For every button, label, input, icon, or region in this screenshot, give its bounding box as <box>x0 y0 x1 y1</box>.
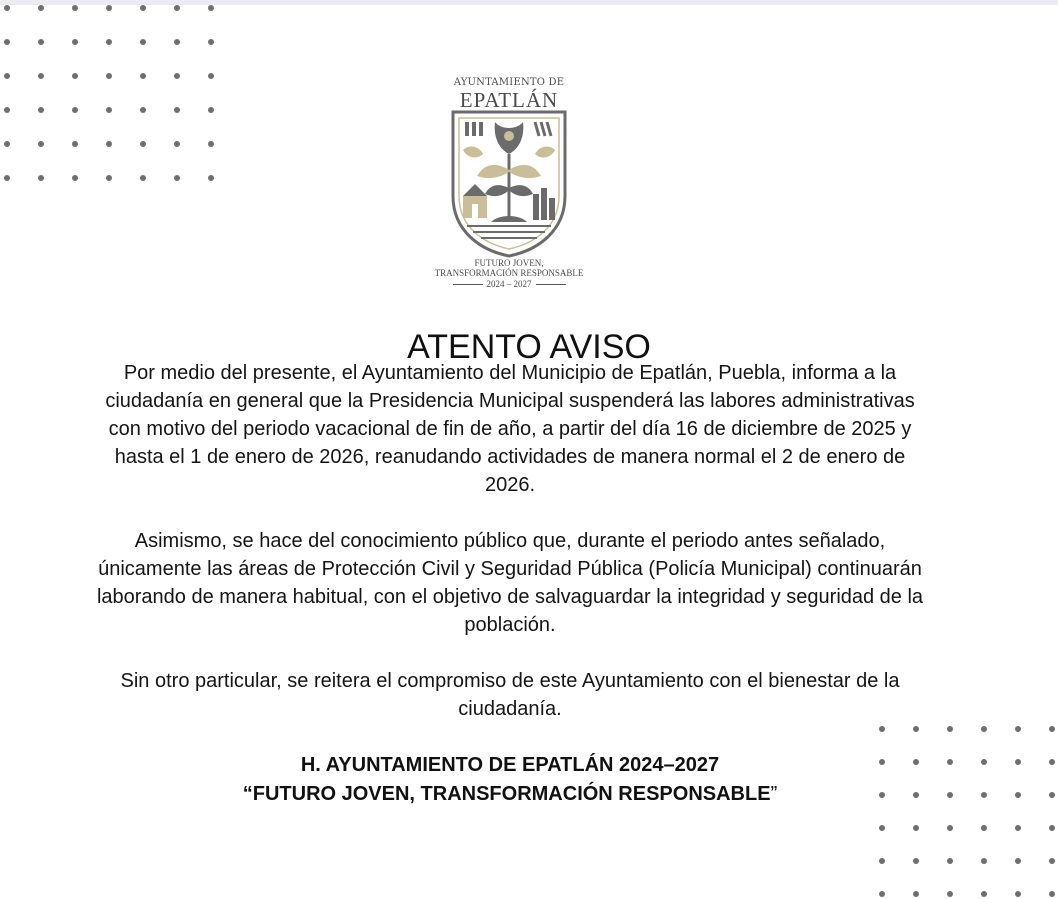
notice-paragraph-2: Asimismo, se hace del conocimiento público que, durante el periodo antes señalado, únicamente las áreas de Protección Civil y Seguridad Pública (Policía Municipal) continuarán laborando de manera habitual, con el objetivo de salvaguardar la integridad y seguridad de la población. <box>96 530 924 636</box>
coat-of-arms-shield <box>449 110 569 258</box>
decorative-dot <box>106 73 112 79</box>
decorative-dot <box>1015 858 1021 864</box>
decorative-dot <box>72 73 78 79</box>
decorative-dot <box>981 858 987 864</box>
decorative-dot <box>913 825 919 831</box>
decorative-dot <box>174 39 180 45</box>
decorative-dot <box>140 5 146 11</box>
decorative-dot <box>38 73 44 79</box>
decorative-dot <box>208 5 214 11</box>
decorative-dot <box>879 891 885 897</box>
decorative-dot <box>208 141 214 147</box>
decorative-dot <box>981 726 987 732</box>
municipality-logo <box>425 72 593 294</box>
decorative-dot <box>4 73 10 79</box>
decorative-dot <box>106 175 112 181</box>
decorative-dot <box>38 5 44 11</box>
decorative-dot <box>174 73 180 79</box>
decorative-dot <box>947 891 953 897</box>
decorative-dot <box>4 39 10 45</box>
decorative-dot <box>140 175 146 181</box>
decorative-dot <box>174 141 180 147</box>
logo-title-big: EPATLÁN <box>459 88 559 112</box>
decorative-dot <box>106 141 112 147</box>
decorative-dot <box>38 141 44 147</box>
logo-years <box>425 279 593 289</box>
decorative-dot <box>106 107 112 113</box>
decorative-dot <box>1049 726 1055 732</box>
notice-heading: ATENTO AVISO <box>407 328 651 366</box>
decorative-dot <box>140 73 146 79</box>
decorative-dot <box>72 107 78 113</box>
logo-title-small: AYUNTAMIENTO DE <box>453 77 565 88</box>
decorative-dot <box>981 891 987 897</box>
decorative-dot <box>981 825 987 831</box>
logo-years-rule-right <box>536 284 566 285</box>
decorative-dot <box>140 39 146 45</box>
decorative-dot <box>947 825 953 831</box>
decorative-dot <box>4 141 10 147</box>
signature-line-2 <box>0 780 1020 809</box>
decorative-dot <box>913 891 919 897</box>
decorative-dot <box>1049 858 1055 864</box>
decorative-dot <box>947 726 953 732</box>
notice-paragraph-3: Sin otro particular, se reitera el compromiso de este Ayuntamiento con el bienestar de la ciudadanía. <box>120 670 900 720</box>
logo-motto-line1: FUTURO JOVEN, <box>474 258 544 268</box>
decorative-dot <box>208 175 214 181</box>
decorative-dot <box>1015 726 1021 732</box>
decorative-dot <box>1049 759 1055 765</box>
decorative-dot <box>1049 792 1055 798</box>
decorative-dot <box>1015 825 1021 831</box>
signature-block <box>0 751 1020 809</box>
decorative-dots-top-left <box>4 5 214 181</box>
decorative-dot <box>38 39 44 45</box>
decorative-dot <box>38 175 44 181</box>
logo-motto <box>425 258 593 278</box>
logo-motto-line2: TRANSFORMACIÓN RESPONSABLE <box>434 268 584 278</box>
decorative-dot <box>72 175 78 181</box>
decorative-dot <box>4 5 10 11</box>
decorative-dot <box>106 5 112 11</box>
decorative-dot <box>1049 825 1055 831</box>
signature-slogan: “FUTURO JOVEN, TRANSFORMACIÓN RESPONSABLE <box>242 783 771 805</box>
decorative-dot <box>879 858 885 864</box>
decorative-dot <box>38 107 44 113</box>
decorative-dot <box>913 858 919 864</box>
decorative-dot <box>947 858 953 864</box>
logo-years-text: 2024 – 2027 <box>486 279 532 289</box>
decorative-dot <box>72 141 78 147</box>
notice-body <box>90 359 930 751</box>
decorative-dot <box>1049 891 1055 897</box>
signature-line-1: H. AYUNTAMIENTO DE EPATLÁN 2024–2027 <box>300 754 720 776</box>
decorative-dot <box>208 39 214 45</box>
decorative-dot <box>174 175 180 181</box>
signature-close-quote: ” <box>770 783 778 805</box>
decorative-dot <box>208 107 214 113</box>
decorative-dot <box>174 107 180 113</box>
decorative-dot <box>72 39 78 45</box>
decorative-dot <box>174 5 180 11</box>
logo-years-rule-left <box>453 284 483 285</box>
decorative-dot <box>106 39 112 45</box>
decorative-dot <box>72 5 78 11</box>
decorative-dot <box>140 141 146 147</box>
decorative-dot <box>1015 891 1021 897</box>
notice-paragraph-1: Por medio del presente, el Ayuntamiento del Municipio de Epatlán, Puebla, informa a la ciudadanía en general que la Presidencia Municipal suspenderá las labores administrativas con motivo del periodo vacacional de fin de año, a partir del día 16 de diciembre de 2025 y hasta el 1 de enero de 2026, reanudando actividades de manera normal el 2 de enero de 2026. <box>105 362 915 496</box>
decorative-dot <box>140 107 146 113</box>
decorative-dot <box>879 825 885 831</box>
decorative-dot <box>4 175 10 181</box>
decorative-dot <box>208 73 214 79</box>
decorative-dot <box>4 107 10 113</box>
